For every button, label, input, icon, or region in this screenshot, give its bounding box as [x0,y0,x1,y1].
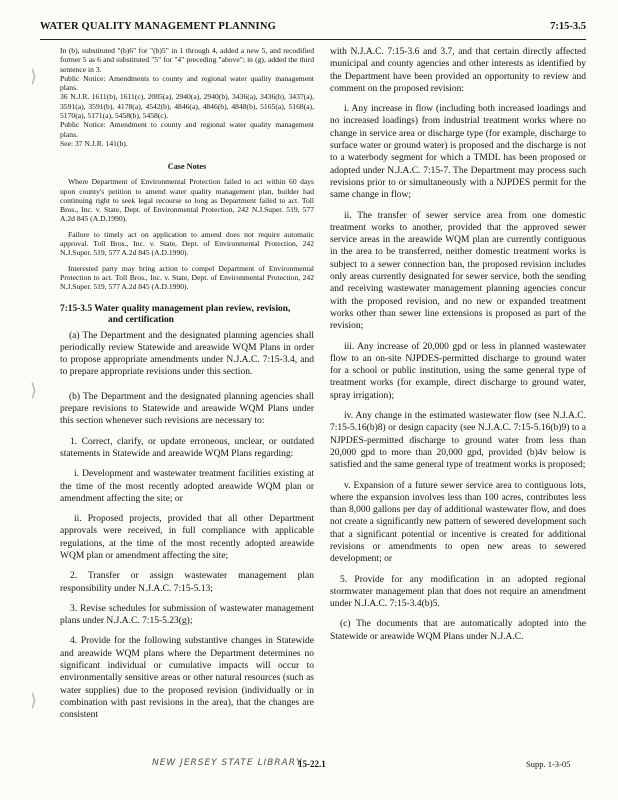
supplement-date: Supp. 1-3-05 [526,759,571,769]
scan-mark: ⟩ [30,690,38,711]
paragraph: 1. Correct, clarify, or update erroneous, unclear, or outdated statements in Statewide and areawide WQM Plans regarding: [60,436,314,459]
case-note: Failure to timely act on application to amend does not require automatic approval. Toll Bros., Inc. v. State, Dept. of Environmental Protection, 242 N.J.Super. 519, 577 A.2d 845 (A.D.1990). [60,229,314,258]
paragraph: (b) The Department and the designated planning agencies shall prepare revisions to Statewide and areawide WQM Plans under this section whenever such revisions are necessary to: [60,391,314,427]
left-column [60,46,314,730]
paragraph: i. Development and wastewater treatment facilities existing at the time of the most recently adopted areawide WQM plan or amendment affecting the site; or [60,469,314,504]
case-note: Where Department of Environmental Protection failed to act within 60 days upon county's petition to amend water quality management plan, builder had continuing right to seek legal recourse so long as Department failed to act. Toll Bros., Inc. v. State, Dept. of Environmental Protection, 242 N.J.Super. 519, 577 A.2d 845 (A.D.1990). [60,177,314,224]
paragraph: 4. Provide for the following substantive changes in Statewide and areawide WQM plans where the Department determines no significant individual or cumulative impacts will occur to environmentally sensitive areas or other natural resources (such as water supplies) due to the proposed revision (individually or in combination with past revisions in the area), that the changes are consistent [60,636,314,721]
paragraph: i. Any increase in flow (including both increased loadings and no increased loadings) from industrial treatment works where no change in service area or discharge type (for example, discharge to surface water or ground water) is proposed and the discharge is not to a waterbody segment for which a TMDL has been proposed or adopted under N.J.A.C. 7:15-7. The Department may process such revisions prior to or simultaneously with a NJPDES permit for the same change in flow; [330,104,586,201]
page-footer [0,756,618,776]
paragraph: iv. Any change in the estimated wastewater flow (see N.J.A.C. 7:15-5.16(b)8) or design capacity (see N.J.A.C. 7:15-5.16(b)9) to a NJPDES-permitted discharge to ground water from less than 20,000 gpd to more than 20,000 gpd, provided (b)4v below is satisfied and the same general type of treatment works is proposed; [330,411,586,471]
section-heading-line: 7:15-3.5 Water quality management plan review, revision, [60,303,291,314]
paragraph: (a) The Department and the designated planning agencies shall periodically review Statewide and areawide WQM Plans in order to propose appropriate amendments under N.J.A.C. 7:15-3.4, and to prepare appropriate revisions under this section. [60,330,314,378]
paragraph: ii. The transfer of sewer service area from one domestic treatment works to another, provided that the approved sewer service areas in the areawide WQM plan are currently contiguous in the area to be transferred, neither domestic treatment works is subject to a sewer connection ban, the proposed revision includes only areas currently designated for sewer service, both the sending and receiving wastewater management planning agencies concur with the proposed revision, and no new or expanded treatment works other than sewer line extensions is proposed as part of the revision; [330,210,586,332]
running-header [40,19,586,40]
njr-citations: 36 N.J.R. 1611(b), 1611(c), 2085(a), 2940(a), 2940(b), 3436(a), 3436(b), 3437(a), 3591(a), 3591(b), 4178(a), 4542(b), 4846(a), 4846(b), 4848(b), 5165(a), 5168(a), 5170(a), 5171(a), 5458(b), 5458(c). [60,92,314,121]
section-heading-line: and certification [108,314,174,325]
paragraph: with N.J.A.C. 7:15-3.6 and 3.7, and that certain directly affected municipal and county agencies and other interests as identified by the Department have been provided an opportunity to review and comment on the proposed revision: [330,47,586,94]
paragraph: iii. Any increase of 20,000 gpd or less in planned wastewater flow to an on-site NJPDES-permitted discharge to ground water for a school or public institution, using the same general type of treatment works (for example, direct discharge to ground water, spray irrigation); [330,341,586,401]
paragraph: v. Expansion of a future sewer service area to contiguous lots, where the expansion involves less than 100 acres, contributes less than 8,000 gallons per day of additional wastewater flow, and does not create a significantly new pattern of sewered development such that a significant potential or incentive is created for additional revisions or amendments to open new areas to sewered development; or [330,480,586,565]
section-heading [60,304,314,326]
page-number: 15-22.1 [298,759,326,769]
header-section-number: 7:15-3.5 [550,21,586,32]
paragraph: (c) The documents that are automatically adopted into the Statewide or areawide WQM Plans under N.J.A.C. [330,619,586,642]
library-stamp: NEW JERSEY STATE LIBRARY [152,758,303,768]
scan-mark: ⟩ [30,380,38,401]
paragraph: ii. Proposed projects, provided that all other Department approvals were received, in full compliance with applicable regulations, at the time of the most recently adopted areawide WQM plan or amendment affecting the site; [60,514,314,561]
amendment-note: In (b), substituted "(b)6" for "(b)5" in 1 through 4, added a new 5, and recodified former 5 as 6 and substituted "5" for "4" preceding "above"; in (g), added the third sentence in 3. [60,46,314,74]
right-column [330,46,586,651]
public-notice: Public Notice: Amendments to county and regional water quality management plans. [60,73,314,93]
paragraph: 3. Revise schedules for submission of wastewater management plans under N.J.A.C. 7:15-5.23(g); [60,603,314,627]
case-note: Interested party may bring action to compel Department of Environmental Protection to act. Toll Bros., Inc. v. State, Dept. of Environmental Protection, 242 N.J.Super. 519, 577 A.2d 845 (A.D.1990). [60,263,314,292]
paragraph: 2. Transfer or assign wastewater management plan responsibility under N.J.A.C. 7:15-5.13; [60,571,314,594]
case-notes-heading: Case Notes [167,162,207,172]
scan-mark: ⟩ [30,66,38,87]
see-citation: See: 37 N.J.R. 141(b). [60,138,128,148]
public-notice: Public Notice: Amendment to county and regional water quality management plans. [60,120,314,139]
header-title: WATER QUALITY MANAGEMENT PLANNING [40,21,276,32]
paragraph: 5. Provide for any modification in an adopted regional stormwater management plan that does not require an amendment under N.J.A.C. 7:15-3.4(b)5. [330,574,586,610]
